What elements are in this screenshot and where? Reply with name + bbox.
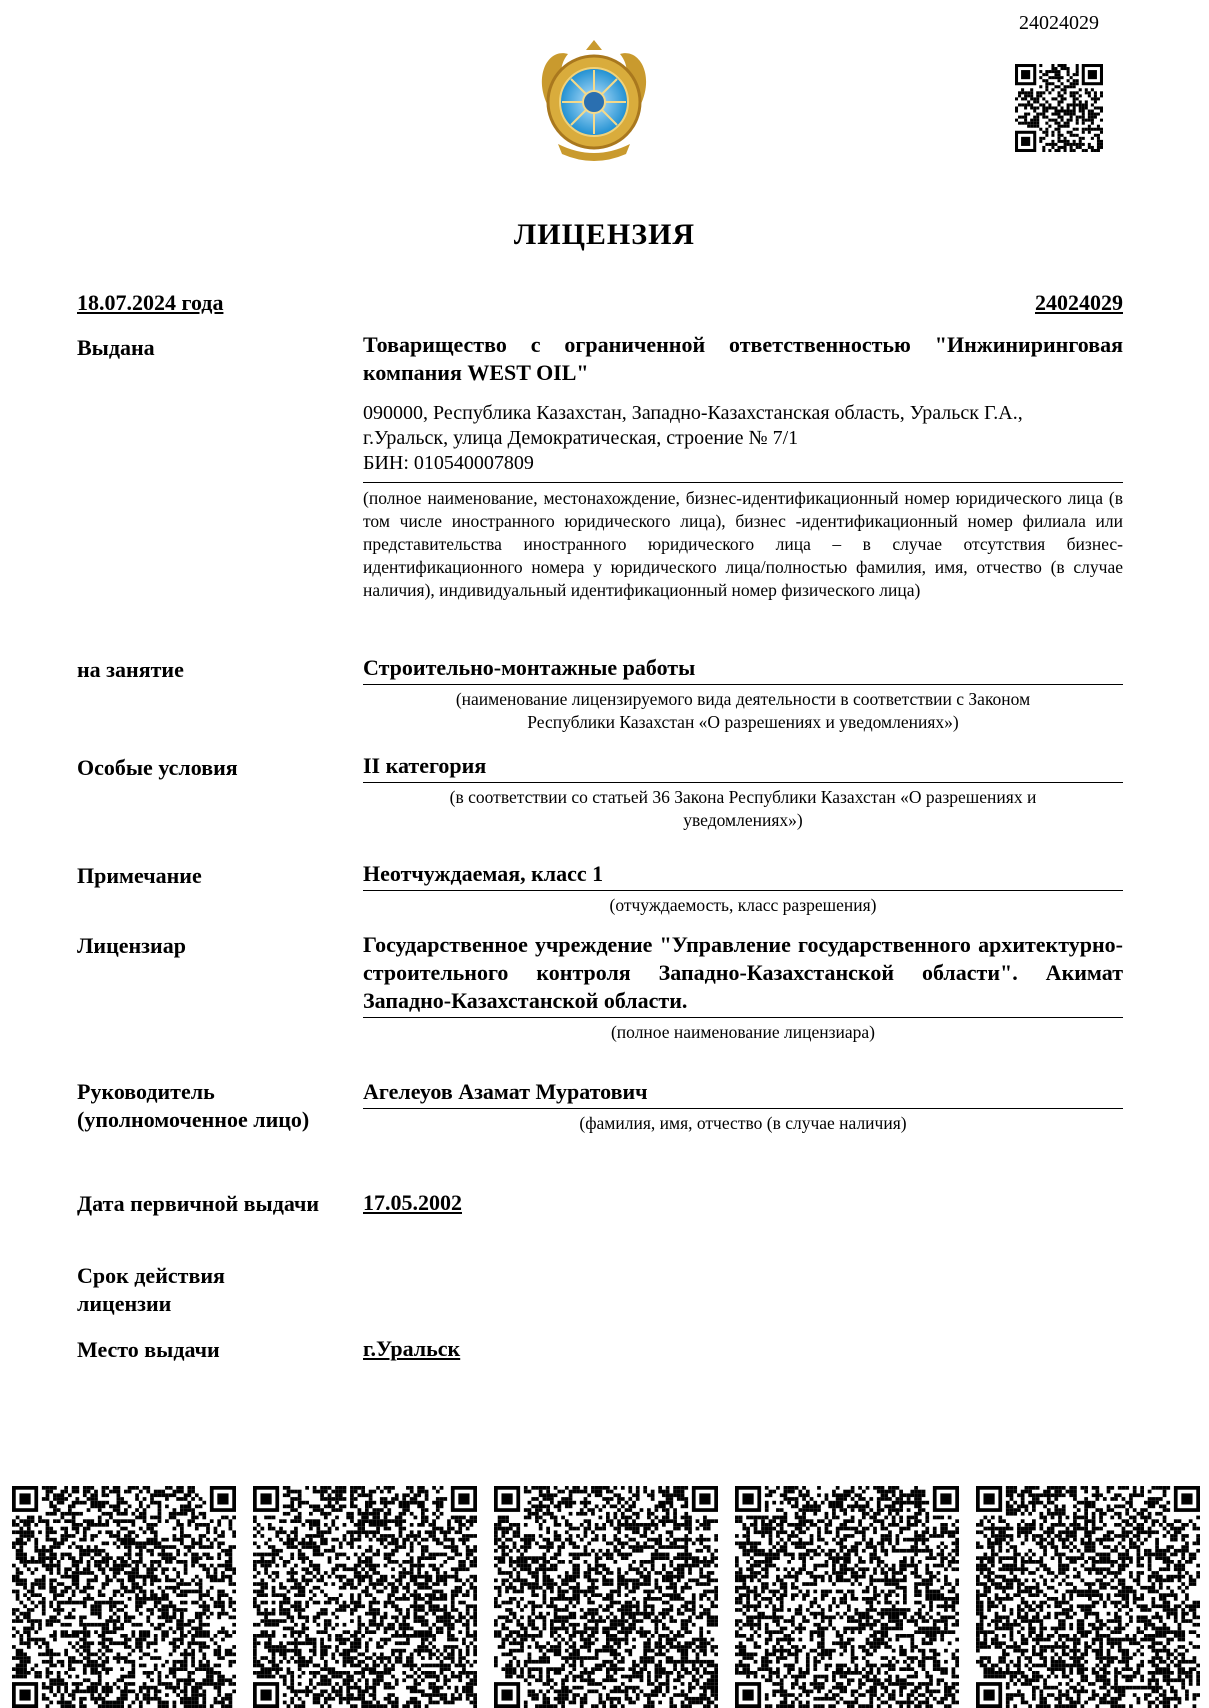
qr-code-strip — [12, 1486, 1202, 1708]
head-label-line2: (уполномоченное лицо) — [77, 1107, 310, 1132]
qr-code-5 — [976, 1486, 1200, 1708]
qr-code-top — [1015, 64, 1103, 152]
special-conditions-hint-line1: (в соответствии со статьей 36 Закона Республики Казахстан «О разрешениях и — [449, 787, 1037, 807]
licensee-details — [363, 401, 1123, 483]
document-id-top: 24024029 — [1019, 12, 1099, 34]
licensor-block — [363, 931, 1123, 1044]
head-label — [77, 1078, 309, 1134]
licensee-name: Товарищество с ограниченной ответственностью "Инжиниринговая компания WEST OIL" — [363, 332, 1123, 385]
qr-code-3 — [494, 1486, 718, 1708]
activity-hint-line2: Республики Казахстан «О разрешениях и уведомлениях») — [527, 712, 959, 732]
head-label-line1: Руководитель — [77, 1079, 215, 1104]
place-label: Место выдачи — [77, 1337, 220, 1362]
qr-code-2 — [253, 1486, 477, 1708]
place-value: г.Уральск — [363, 1336, 461, 1361]
validity-label-line1: Срок действия — [77, 1263, 225, 1288]
special-conditions-value: II категория — [363, 752, 1123, 783]
note-block — [363, 860, 1123, 917]
note-value: Неотчуждаемая, класс 1 — [363, 860, 1123, 891]
issue-date: 18.07.2024 года — [77, 290, 224, 315]
qr-code-1 — [12, 1486, 236, 1708]
licensee-address-line1: 090000, Республика Казахстан, Западно-Казахстанская область, Уральск Г.А., — [363, 402, 1023, 424]
issued-block — [363, 331, 1123, 602]
activity-label: на занятие — [77, 657, 184, 682]
license-number: 24024029 — [1035, 290, 1123, 315]
first-issue-label: Дата первичной выдачи — [77, 1191, 320, 1216]
activity-value: Строительно-монтажные работы — [363, 654, 1123, 685]
head-block — [363, 1078, 1123, 1135]
qr-code-4 — [735, 1486, 959, 1708]
special-conditions-block — [363, 752, 1123, 832]
licensee-bin: БИН: 010540007809 — [363, 452, 534, 474]
licensor-value: Государственное учреждение "Управление государственного архитектурно-строительного контроля Западно-Казахстанской области". Акимат Западно-Казахстанской области. — [363, 931, 1123, 1018]
activity-hint-line1: (наименование лицензируемого вида деятельности в соответствии с Законом — [455, 689, 1031, 709]
issued-label: Выдана — [77, 335, 155, 360]
note-hint: (отчуждаемость, класс разрешения) — [609, 895, 877, 915]
licensee-address-line2: г.Уральск, улица Демократическая, строение № 7/1 — [363, 427, 799, 449]
document-title: ЛИЦЕНЗИЯ — [513, 218, 696, 251]
activity-block — [363, 654, 1123, 734]
licensor-label: Лицензиар — [77, 933, 186, 958]
special-conditions-label: Особые условия — [77, 755, 238, 780]
head-value: Агелеуов Азамат Муратович — [363, 1078, 1123, 1109]
state-emblem-icon — [528, 36, 660, 168]
validity-label — [77, 1262, 225, 1318]
validity-label-line2: лицензии — [77, 1291, 172, 1316]
first-issue-value: 17.05.2002 — [363, 1190, 462, 1215]
note-label: Примечание — [77, 863, 202, 888]
head-hint: (фамилия, имя, отчество (в случае наличия) — [579, 1113, 907, 1133]
issued-hint: (полное наименование, местонахождение, бизнес-идентификационный номер юридического лица (в том числе иностранного юридического лица), бизнес -идентификационный номер филиала или представительства иностранного юридического лица – в случае отсутствия бизнес-идентификационного номера у юридического лица/полностью фамилия, имя, отчество (в случае наличия), индивидуальный идентификационный номер физического лица) — [363, 488, 1123, 600]
licensor-hint: (полное наименование лицензиара) — [610, 1022, 876, 1042]
special-conditions-hint-line2: уведомлениях») — [683, 810, 803, 830]
